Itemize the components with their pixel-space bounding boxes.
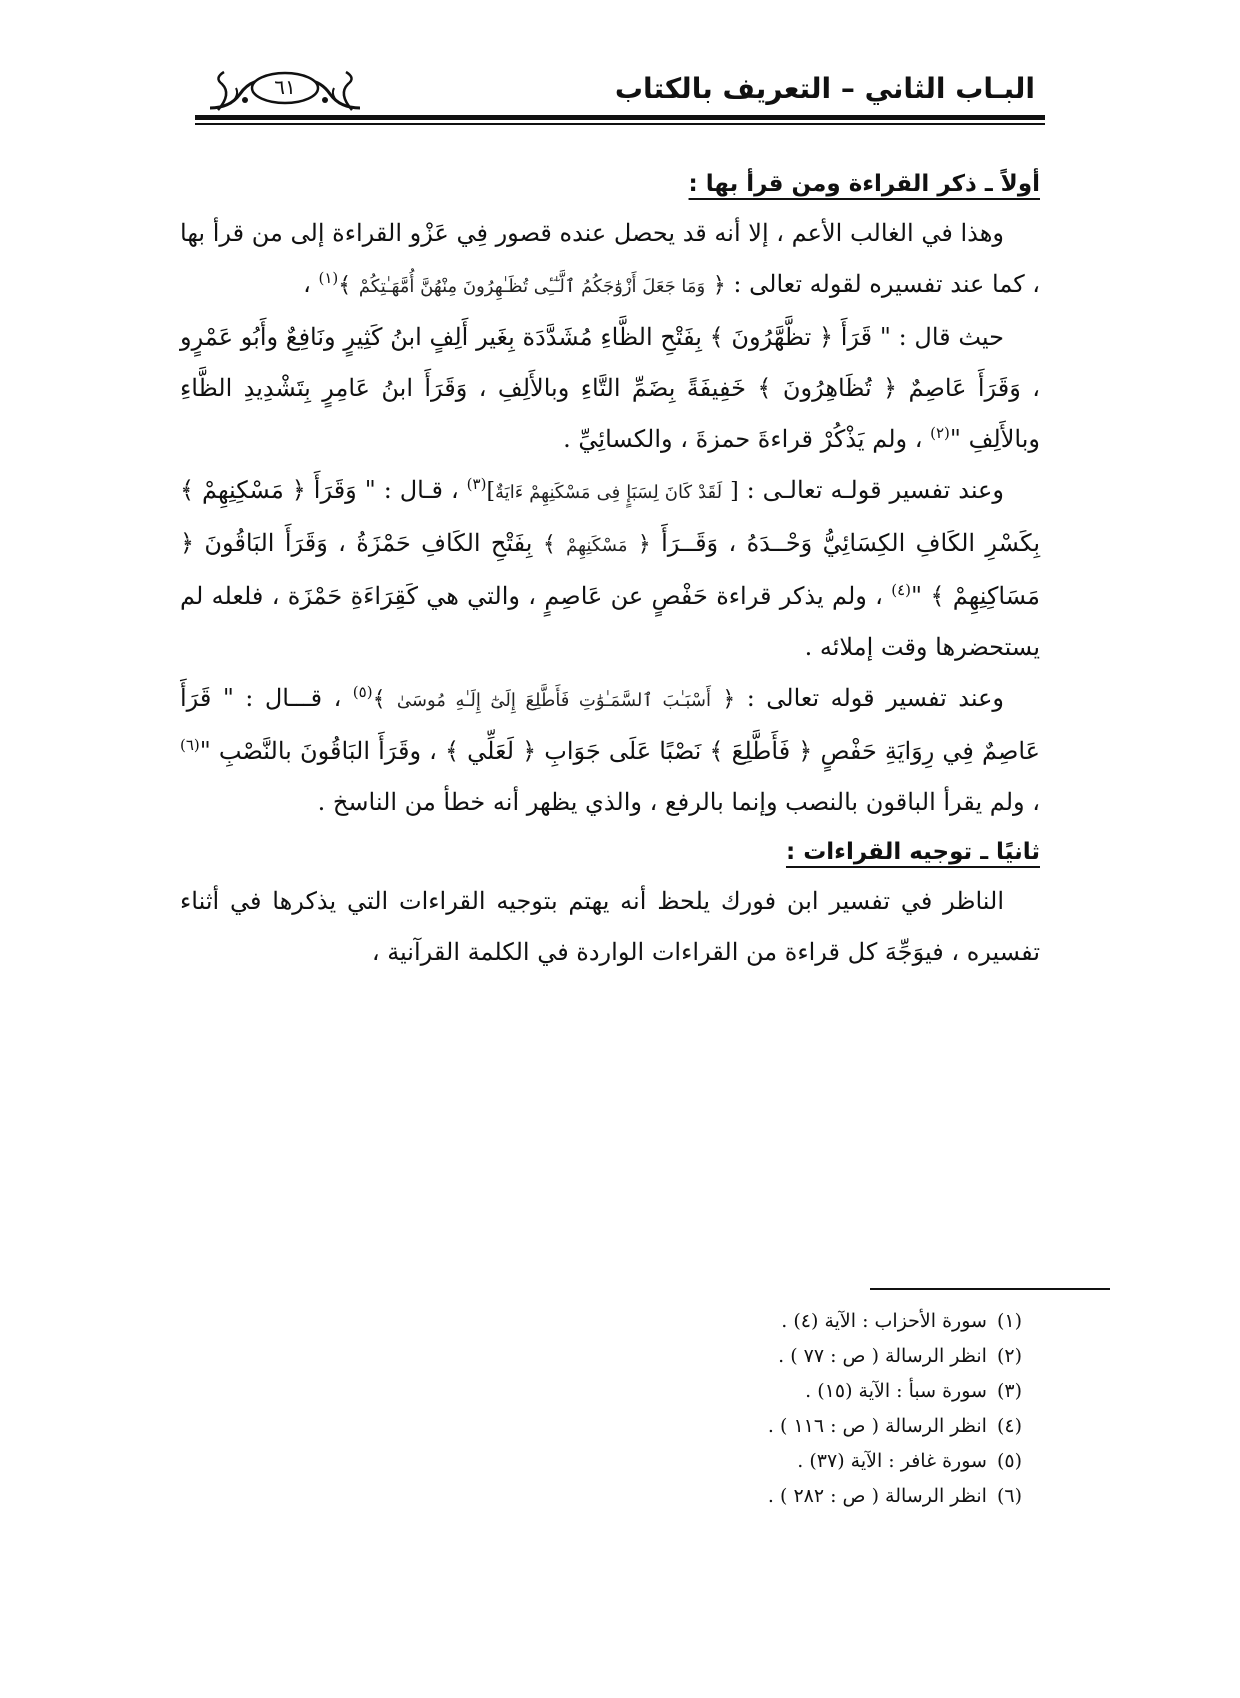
paragraph-2-end: ، ولم يَذْكُرْ قراءةَ حمزةَ ، والكسائِيِّ . xyxy=(563,425,923,453)
footnote-separator xyxy=(870,1288,1110,1290)
quran-verse: لَقَدْ كَانَ لِسَبَإٍ فِى مَسْكَنِهِمْ ءَايَةٌ xyxy=(495,482,723,503)
footnote-ref-5: (٥) xyxy=(352,683,373,701)
paragraph-1 xyxy=(180,208,1040,312)
paragraph-4 xyxy=(180,673,1040,828)
paragraph-1-end: ، xyxy=(303,270,311,298)
paragraph-2 xyxy=(180,312,1040,465)
quran-verse: وَمَا جَعَلَ أَزْوَٰجَكُمُ ٱلَّـٰٓـِٔى تُظَـٰهِرُونَ مِنْهُنَّ أُمَّهَـٰتِكُمْ xyxy=(358,276,706,297)
footnote-number: (٦) xyxy=(996,1485,1022,1507)
footnote-item xyxy=(440,1374,1040,1409)
footnote-text: سورة سبأ : الآية (١٥) . xyxy=(805,1380,987,1402)
ornate-bracket-close: ﴾ xyxy=(372,687,386,712)
section-heading-second: ثانيًا ـ توجيه القراءات : xyxy=(785,839,1040,865)
ornate-bracket-open: ﴿ xyxy=(722,687,736,712)
footnote-number: (٥) xyxy=(996,1450,1022,1472)
footnote-item xyxy=(440,1444,1040,1479)
footnote-item xyxy=(440,1339,1040,1374)
paragraph-3-intro: وعند تفسير قولـه تعالـى : xyxy=(738,476,1004,504)
footnotes-list xyxy=(440,1304,1040,1514)
paragraph-4-end: ، ولم يقرأ الباقون بالنصب وإنما بالرفع ، والذي يظهر أنه خطأ من الناسخ . xyxy=(317,788,1040,816)
paragraph-3-quote-cont: بِفَتْحِ الكَافِ حَمْزَةُ ، وَقَرَأَ البَاقُونَ ﴿ مَسَاكِنِهِمْ ﴾ " xyxy=(180,529,1041,610)
header-rule-thick xyxy=(195,115,1045,120)
footnote-text: سورة غافر : الآية (٣٧) . xyxy=(797,1450,987,1472)
footnote-ref-4: (٤) xyxy=(891,581,912,599)
quran-verse: أَسْبَـٰبَ ٱلسَّمَـٰوَٰتِ فَأَطَّلِعَ إِلَىٰٓ إِلَـٰهِ مُوسَىٰ xyxy=(396,690,711,711)
footnote-ref-2: (٢) xyxy=(930,424,950,442)
square-bracket-open: [ xyxy=(730,479,739,504)
footnote-ref-6: (٦) xyxy=(180,736,200,754)
footnote-number: (٣) xyxy=(996,1380,1022,1402)
footnote-text: انظر الرسالة ( ص : ١١٦ ) . xyxy=(767,1415,987,1437)
square-bracket-close: ] xyxy=(486,479,496,504)
footnote-item xyxy=(440,1479,1040,1514)
footnote-ref-1: (١) xyxy=(318,269,339,287)
footnote-item xyxy=(440,1304,1040,1339)
section-heading-first: أولاً ـ ذكر القراءة ومن قرأ بها : xyxy=(688,171,1040,197)
ornate-bracket-open: ﴿ xyxy=(637,532,651,557)
paragraph-3-quote: ، قـال : " وَقَرَأَ ﴿ مَسْكِنِهِمْ ﴾ بِكَسْرِ الكَافِ الكِسَائِيُّ وَحْــدَهُ ، وَقَــرَأَ xyxy=(180,476,1041,557)
paragraph-3-end: ، ولم يذكر قراءة حَفْصٍ عن عَاصِمٍ ، والتي هي كَقِرَاءَةِ حَمْزَة ، فلعله لم يستحضرها وقت إملائه . xyxy=(180,582,1040,661)
main-text xyxy=(180,160,1040,978)
header-rule-thin xyxy=(195,123,1045,125)
footnote-number: (٤) xyxy=(996,1415,1022,1437)
paragraph-2-quote: حيث قال : " قَرَأَ ﴿ تظَّهَّرُونَ ﴾ بِفَتْحِ الظَّاءِ مُشَدَّدَة بِغَير أَلِفٍ ابنُ كَثِيرٍ ونَافِعٌ وأَبُو عَمْرٍو ، وَقَرَأَ عَاصِمٌ ﴿ تُظَاهِرُونَ ﴾ خَفِيفَةً بِضَمِّ التَّاءِ وبالأَلِفِ ، وَقَرَأَ ابنُ عَامِرٍ بِتَشْدِيدِ الظَّاءِ وبالأَلِفِ " xyxy=(180,323,1041,453)
ornate-bracket-close: ﴾ xyxy=(542,532,556,557)
footnote-number: (٢) xyxy=(996,1345,1022,1367)
quran-word: مَسْكَنِهِمْ xyxy=(566,535,628,556)
footnote-item xyxy=(440,1409,1040,1444)
footnote-text: انظر الرسالة ( ص : ٢٨٢ ) . xyxy=(767,1485,987,1507)
footnote-number: (١) xyxy=(996,1310,1022,1332)
paragraph-4-quote: ، قـــال : " قَرَأَ عَاصِمٌ فِي رِوَايَةِ حَفْصٍ ﴿ فَأَطَّلِعَ ﴾ نَصْبًا عَلَى جَوَابِ ﴿ لَعَلِّي ﴾ ، وقَرَأَ البَاقُونَ بالنَّصْبِ " xyxy=(180,684,1040,765)
paragraph-1-text: وهذا في الغالب الأعم ، إلا أنه قد يحصل عنده قصور فِي عَزْو القراءة إلى من قرأ بها ، كما عند تفسيره لقوله تعالى : xyxy=(180,219,1040,298)
ornate-bracket-close: ﴾ xyxy=(338,273,352,298)
page-number: ٦١ xyxy=(274,75,296,99)
footnote-ref-3: (٣) xyxy=(466,475,487,493)
paragraph-4-intro: وعند تفسير قوله تعالى : xyxy=(735,684,1004,712)
running-header-title: البـاب الثاني – التعريف بالكتاب xyxy=(614,72,1035,105)
footnote-text: انظر الرسالة ( ص : ٧٧ ) . xyxy=(778,1345,987,1367)
paragraph-5: الناظر في تفسير ابن فورك يلحظ أنه يهتم بتوجيه القراءات التي يذكرها في أثناء تفسيره ، فيوَجِّهَ كل قراءة من القراءات الواردة في الكلمة القرآنية ، xyxy=(180,887,1040,966)
paragraph-3 xyxy=(180,465,1040,673)
footnote-text: سورة الأحزاب : الآية (٤) . xyxy=(781,1310,987,1332)
ornate-bracket-open: ﴿ xyxy=(712,273,726,298)
